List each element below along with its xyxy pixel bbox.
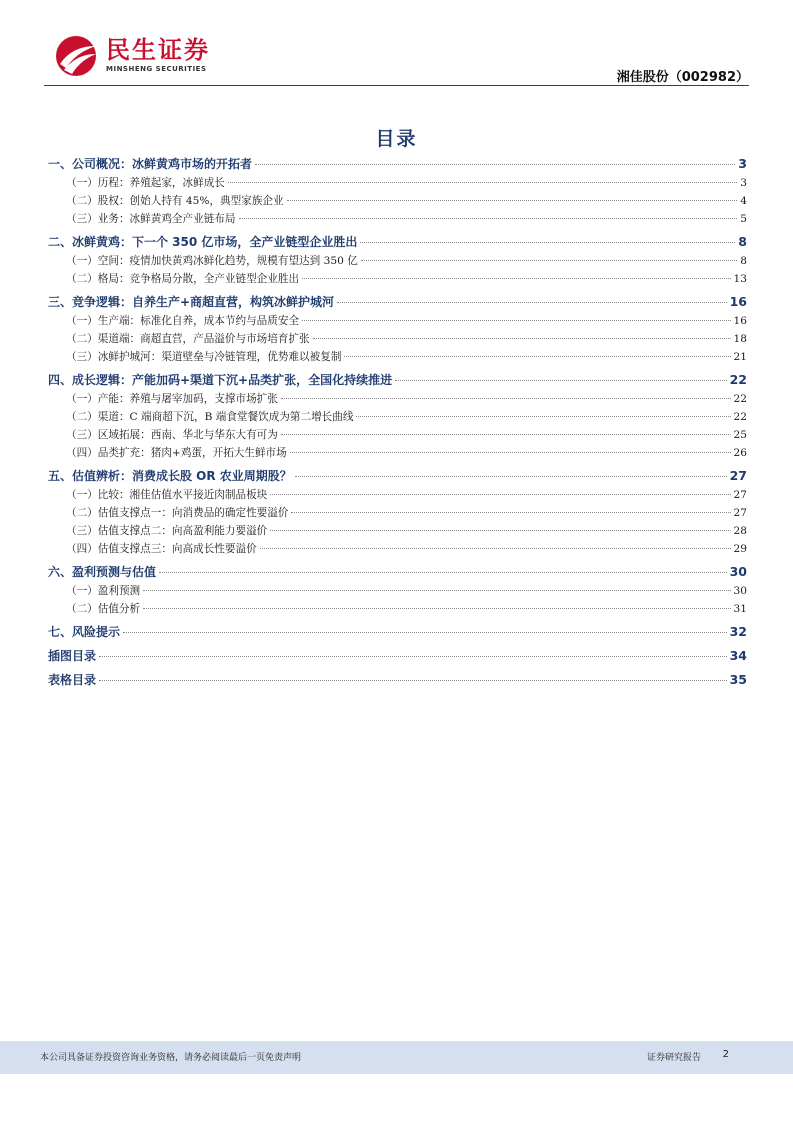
toc-subsection-label: （三）业务：冰鲜黄鸡全产业链布局 (66, 213, 236, 225)
toc-leader-dots (123, 632, 727, 633)
toc-title: 目录 (375, 128, 418, 150)
toc-subsection-page: 5 (740, 213, 747, 225)
footer-report-type: 证券研究报告 (646, 1053, 701, 1063)
toc-subsection-entry[interactable] (48, 426, 747, 444)
toc-subsection-entry[interactable] (48, 252, 747, 270)
toc-subsection-label: （二）渠道：C 端商超下沉，B 端食堂餐饮成为第二增长曲线 (66, 411, 354, 423)
toc-subsection-entry[interactable] (48, 600, 747, 618)
toc-subsection-label: （三）区域拓展：西南、华北与华东大有可为 (66, 429, 278, 441)
toc-subsection-label: （一）盈利预测 (66, 585, 141, 597)
toc-subsection-label: （二）估值支撑点一：向消费品的确定性要溢价 (66, 507, 289, 519)
toc-subsection-page: 30 (733, 585, 747, 597)
toc-subsection-label: （三）估值支撑点二：向高盈利能力要溢价 (66, 525, 268, 537)
toc-leader-dots (228, 182, 737, 183)
toc-section-entry[interactable] (48, 670, 747, 690)
toc-subsection-entry[interactable] (48, 444, 747, 462)
toc-leader-dots (356, 416, 730, 417)
company-name: 湘佳股份（002982） (616, 70, 749, 85)
table-of-contents (48, 150, 747, 690)
toc-leader-dots (281, 398, 731, 399)
page-header (44, 30, 749, 86)
toc-subsection-page: 29 (733, 543, 747, 555)
toc-subsection-page: 4 (740, 195, 747, 207)
toc-subsection-entry[interactable] (48, 486, 747, 504)
toc-section-entry[interactable] (48, 562, 747, 582)
toc-section-entry[interactable] (48, 622, 747, 642)
footer-disclaimer: 本公司具备证券投资咨询业务资格，请务必阅读最后一页免责声明 (40, 1053, 302, 1063)
toc-section-entry[interactable] (48, 466, 747, 486)
toc-section-page: 35 (729, 672, 747, 687)
toc-section-page: 16 (729, 294, 747, 309)
toc-subsection-page: 13 (733, 273, 747, 285)
toc-leader-dots (291, 512, 730, 513)
toc-leader-dots (260, 548, 731, 549)
toc-subsection-page: 31 (733, 603, 747, 615)
toc-subsection-entry[interactable] (48, 540, 747, 558)
toc-subsection-label: （一）历程：养殖起家，冰鲜成长 (66, 177, 225, 189)
toc-subsection-page: 25 (733, 429, 747, 441)
toc-subsection-entry[interactable] (48, 390, 747, 408)
toc-leader-dots (270, 530, 730, 531)
minsheng-logo (54, 34, 244, 78)
toc-subsection-entry[interactable] (48, 408, 747, 426)
toc-section-entry[interactable] (48, 292, 747, 312)
toc-subsection-entry[interactable] (48, 582, 747, 600)
toc-subsection-label: （二）估值分析 (66, 603, 141, 615)
toc-subsection-label: （二）渠道端：商超直营，产品溢价与市场培育扩张 (66, 333, 310, 345)
toc-section-page: 22 (729, 372, 747, 387)
toc-subsection-label: （一）生产端：标准化自养，成本节约与品质安全 (66, 315, 300, 327)
toc-subsection-page: 28 (733, 525, 747, 537)
toc-leader-dots (143, 590, 730, 591)
toc-leader-dots (287, 200, 738, 201)
toc-section-label: 插图目录 (48, 649, 97, 663)
toc-leader-dots (295, 476, 727, 477)
toc-leader-dots (239, 218, 738, 219)
toc-subsection-entry[interactable] (48, 210, 747, 228)
toc-section-page: 27 (729, 468, 747, 483)
toc-section-entry[interactable] (48, 370, 747, 390)
toc-subsection-entry[interactable] (48, 504, 747, 522)
toc-subsection-page: 8 (740, 255, 747, 267)
toc-subsection-label: （四）估值支撑点三：向高成长性要溢价 (66, 543, 257, 555)
toc-section-label: 七、风险提示 (48, 625, 121, 639)
toc-subsection-entry[interactable] (48, 192, 747, 210)
footer-page-number: 2 (722, 1049, 729, 1060)
toc-section-label: 二、冰鲜黄鸡：下一个 350 亿市场，全产业链型企业胜出 (48, 235, 358, 249)
toc-subsection-label: （一）空间：疫情加快黄鸡冰鲜化趋势，规模有望达到 350 亿 (66, 255, 358, 267)
toc-leader-dots (159, 572, 727, 573)
toc-subsection-entry[interactable] (48, 174, 747, 192)
minsheng-logo-icon (54, 34, 100, 78)
toc-leader-dots (361, 260, 737, 261)
toc-subsection-label: （一）产能：养殖与屠宰加码，支撑市场扩张 (66, 393, 278, 405)
toc-section-page: 30 (729, 564, 747, 579)
toc-leader-dots (395, 380, 726, 381)
brand-name-en: MINSHENG SECURITIES (106, 65, 207, 73)
toc-section-label: 六、盈利预测与估值 (48, 565, 157, 579)
toc-leader-dots (281, 434, 731, 435)
toc-leader-dots (337, 302, 727, 303)
toc-section-page: 34 (729, 648, 747, 663)
toc-subsection-label: （三）冰鲜护城河：渠道壁垒与冷链管理，优势难以被复制 (66, 351, 342, 363)
toc-subsection-page: 18 (733, 333, 747, 345)
toc-subsection-page: 27 (733, 507, 747, 519)
toc-subsection-entry[interactable] (48, 270, 747, 288)
toc-leader-dots (143, 608, 730, 609)
toc-subsection-entry[interactable] (48, 522, 747, 540)
toc-leader-dots (255, 164, 735, 165)
toc-section-label: 四、成长逻辑：产能加码+渠道下沉+品类扩张，全国化持续推进 (48, 373, 393, 387)
toc-leader-dots (290, 452, 731, 453)
toc-section-page: 32 (729, 624, 747, 639)
toc-section-page: 8 (738, 234, 747, 249)
toc-section-entry[interactable] (48, 232, 747, 252)
brand-name-cn: 民生证券 (106, 36, 210, 64)
toc-subsection-label: （二）格局：竞争格局分散，全产业链型企业胜出 (66, 273, 300, 285)
toc-section-label: 五、估值辨析：消费成长股 OR 农业周期股？ (48, 469, 292, 483)
header-divider (44, 85, 749, 86)
toc-section-label: 表格目录 (48, 673, 97, 687)
toc-leader-dots (360, 242, 735, 243)
toc-section-label: 一、公司概况：冰鲜黄鸡市场的开拓者 (48, 157, 253, 171)
toc-subsection-page: 26 (733, 447, 747, 459)
toc-leader-dots (313, 338, 731, 339)
toc-subsection-entry[interactable] (48, 330, 747, 348)
toc-subsection-page: 21 (733, 351, 747, 363)
toc-leader-dots (270, 494, 730, 495)
toc-section-page: 3 (738, 156, 747, 171)
toc-subsection-page: 3 (740, 177, 747, 189)
toc-subsection-entry[interactable] (48, 348, 747, 366)
toc-subsection-page: 16 (733, 315, 747, 327)
toc-leader-dots (302, 278, 730, 279)
toc-section-entry[interactable] (48, 646, 747, 666)
toc-leader-dots (99, 680, 727, 681)
toc-subsection-page: 27 (733, 489, 747, 501)
toc-leader-dots (344, 356, 730, 357)
toc-leader-dots (99, 656, 727, 657)
toc-subsection-page: 22 (733, 411, 747, 423)
toc-subsection-label: （四）品类扩充：猪肉+鸡蛋，开拓大生鲜市场 (66, 447, 287, 459)
toc-subsection-entry[interactable] (48, 312, 747, 330)
toc-leader-dots (302, 320, 730, 321)
page-footer (0, 1041, 793, 1074)
toc-section-entry[interactable] (48, 154, 747, 174)
toc-section-label: 三、竞争逻辑：自养生产+商超直营，构筑冰鲜护城河 (48, 295, 335, 309)
toc-subsection-label: （一）比较：湘佳估值水平接近肉制品板块 (66, 489, 268, 501)
toc-subsection-page: 22 (733, 393, 747, 405)
toc-subsection-label: （二）股权：创始人持有 45%，典型家族企业 (66, 195, 284, 207)
